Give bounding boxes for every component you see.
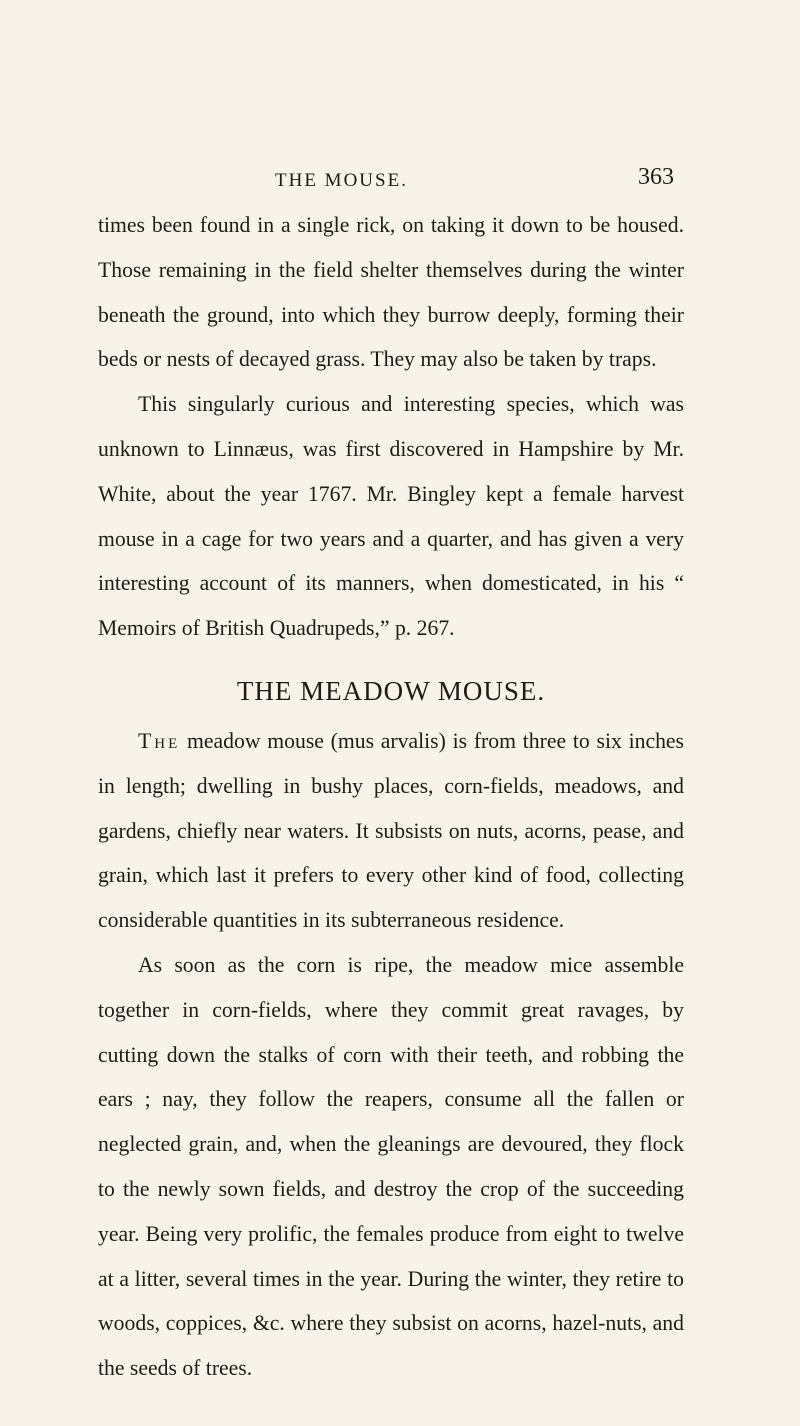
page-number: 363	[638, 164, 674, 190]
page-body	[98, 203, 684, 1391]
paragraph-meadow-mouse-text: meadow mouse (mus arvalis) is from three to six inches in length; dwelling in bushy places, corn-fields, meadows, and gardens, chiefly near waters. It subsists on nuts, acorns, pease, and grain, which last it prefers to every other kind of food, collecting considerable quantities in its subterraneous residence.	[98, 728, 684, 933]
section-heading: THE MEADOW MOUSE.	[236, 675, 546, 706]
running-head: THE MOUSE.	[275, 170, 408, 191]
lead-word: The	[138, 728, 181, 753]
paragraph-continued: times been found in a single rick, on taking it down to be housed. Those remaining in the field shelter themselves during the winter beneath the ground, into which they burrow deeply, forming their beds or nests of decayed grass. They may also be taken by traps.	[98, 213, 684, 372]
paragraph-meadow-mouse-habits: As soon as the corn is ripe, the meadow mice assemble together in corn-fields, where they commit great ravages, by cutting down the stalks of corn with their teeth, and robbing the ears ; nay, they follow the reapers, consume all the fallen or neglected grain, and, when the gleanings are devoured, they flock to the newly sown fields, and destroy the crop of the succeeding year. Being very prolific, the females produce from eight to twelve at a litter, several times in the year. During the winter, they retire to woods, coppices, &c. where they subsist on acorns, hazel-nuts, and the seeds of trees.	[98, 952, 684, 1381]
paragraph-meadow-mouse-intro	[98, 719, 684, 943]
paragraph-harvest-mouse: This singularly curious and interesting species, which was unknown to Linnæus, was first discovered in Hampshire by Mr. White, about the year 1767. Mr. Bingley kept a female harvest mouse in a cage for two years and a quarter, and has given a very interesting account of its manners, when domesticated, in his “ Memoirs of British Quadrupeds,” p. 267.	[98, 392, 684, 641]
page-header	[0, 164, 800, 198]
